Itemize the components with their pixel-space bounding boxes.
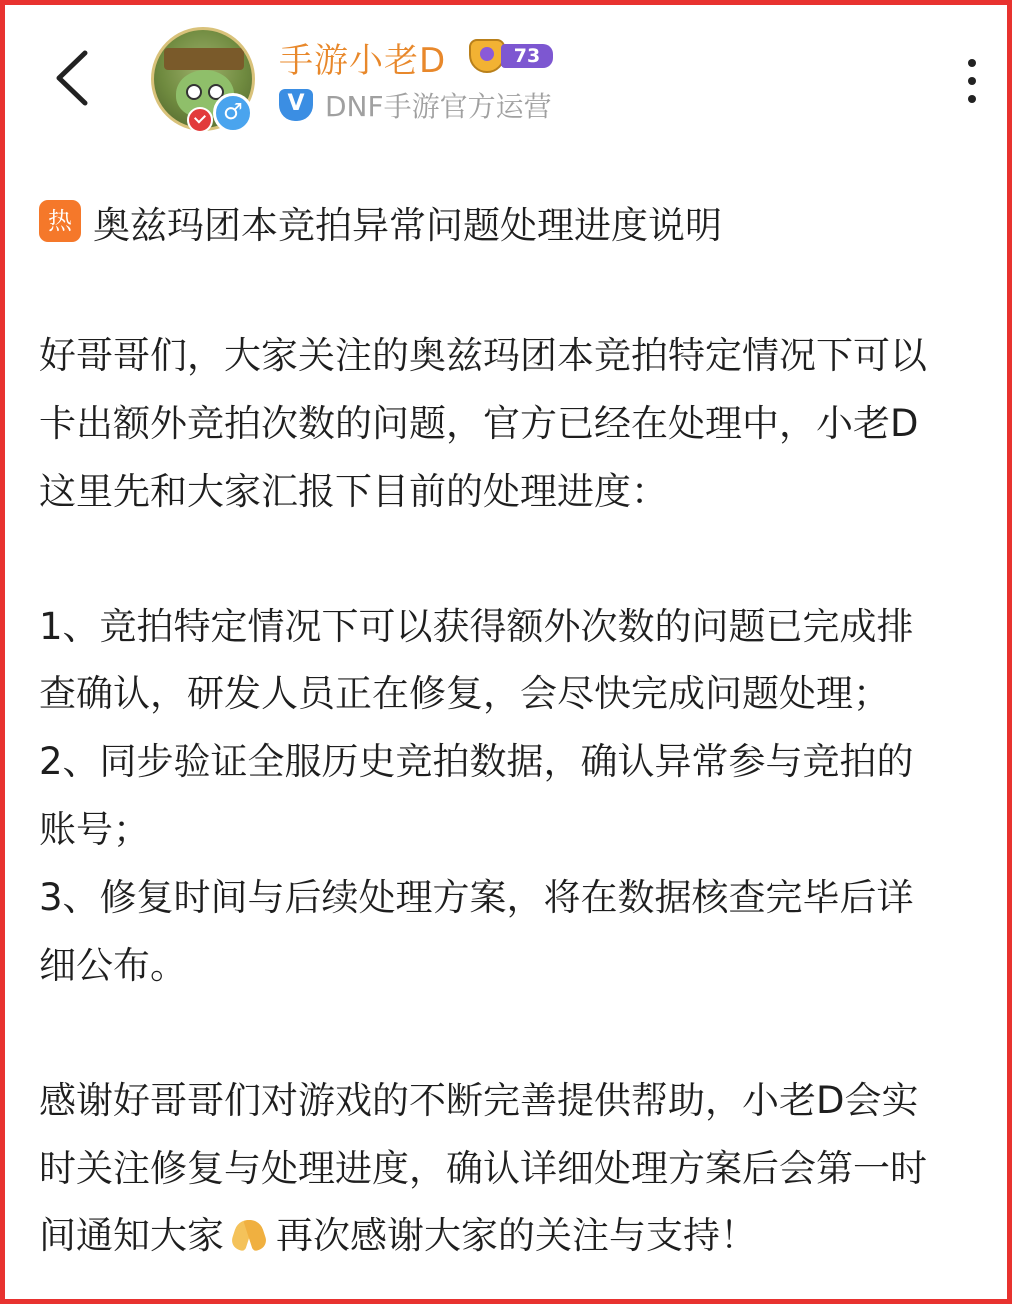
- level-shield-icon: [469, 39, 505, 73]
- last-line-end: 再次感谢大家的关注与支持！: [276, 1214, 757, 1257]
- level-number: 73: [501, 44, 553, 68]
- body-last-line: [39, 1211, 757, 1261]
- body-line: 感谢好哥哥们对游戏的不断完善提供帮助，小老D会实: [39, 1079, 919, 1122]
- body-line: 查确认，研发人员正在修复，会尽快完成问题处理；: [39, 672, 890, 715]
- body-line: 1、竞拍特定情况下可以获得额外次数的问题已完成排: [39, 605, 914, 648]
- body-line: 这里先和大家汇报下目前的处理进度：: [39, 470, 668, 513]
- last-line-start: 间通知大家: [39, 1214, 224, 1257]
- body-line: 卡出额外竞拍次数的问题，官方已经在处理中，小老D: [39, 402, 919, 445]
- verified-badge-icon: [187, 107, 213, 133]
- username[interactable]: 手游小老D: [279, 41, 447, 81]
- level-badge: [469, 41, 555, 71]
- verified-v-icon: V: [279, 89, 313, 121]
- body-line: 好哥哥们，大家关注的奥兹玛团本竞拍特定情况下可以: [39, 334, 927, 377]
- body-line: 时关注修复与处理进度，确认详细处理方案后会第一时: [39, 1147, 927, 1190]
- body-line: 2、同步验证全服历史竞拍数据，确认异常参与竞拍的: [39, 740, 914, 783]
- male-icon: ♂: [213, 93, 253, 133]
- more-vertical-icon[interactable]: [957, 57, 987, 105]
- body-line: 细公布。: [39, 944, 187, 987]
- post-title: 奥兹玛团本竞拍异常问题处理进度说明: [93, 204, 722, 247]
- chevron-left-icon[interactable]: [49, 47, 99, 109]
- body-line: 账号；: [39, 808, 150, 851]
- official-label: DNF手游官方运营: [325, 90, 552, 123]
- hot-badge: 热: [39, 200, 81, 242]
- pray-emoji-icon: [228, 1214, 272, 1254]
- body-line: 3、修复时间与后续处理方案，将在数据核查完毕后详: [39, 876, 914, 919]
